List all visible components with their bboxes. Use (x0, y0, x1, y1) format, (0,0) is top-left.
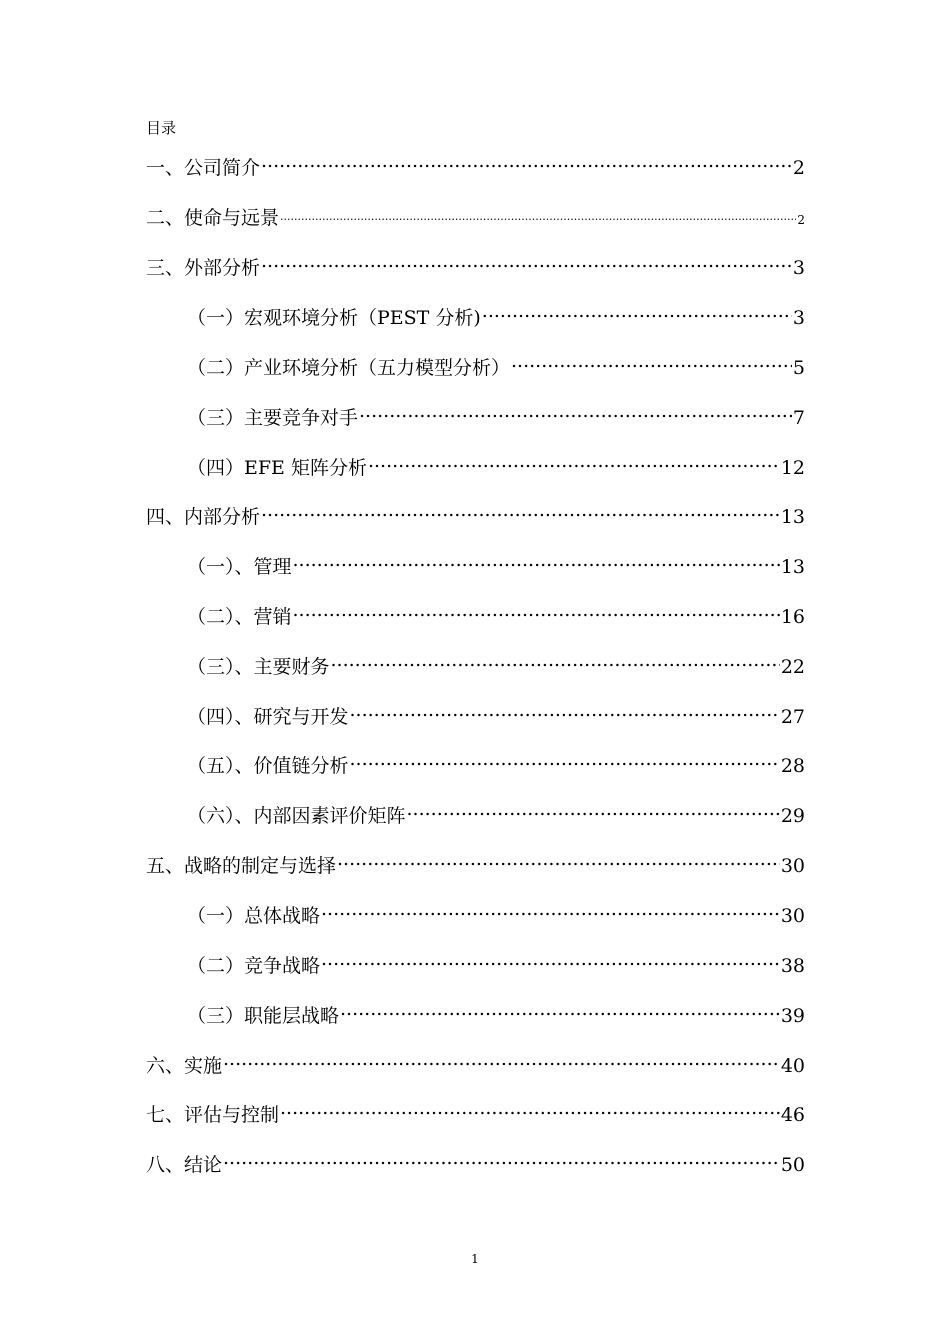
toc-entry-page: 13 (780, 556, 805, 578)
toc-entry-page: 28 (780, 755, 805, 777)
toc-entry[interactable] (187, 996, 805, 1029)
toc-entry-label: 七、评估与控制 (146, 1104, 280, 1126)
toc-entry[interactable] (187, 647, 805, 680)
toc-entry-page: 38 (780, 955, 805, 977)
toc-leader-dots (337, 846, 780, 872)
toc-leader-dots (223, 1145, 780, 1171)
toc-entry-label: （三）、主要财务 (187, 656, 330, 678)
toc-entry-page: 3 (792, 257, 805, 279)
toc-leader-dots (482, 298, 792, 324)
toc-leader-dots (223, 1046, 780, 1072)
toc-entry[interactable] (187, 697, 805, 730)
toc-entry-label: （四）EFE 矩阵分析 (187, 457, 367, 479)
toc-entry-label: （一）总体战略 (187, 905, 321, 927)
toc-leader-dots (280, 1095, 780, 1121)
toc-leader-dots (368, 448, 780, 474)
toc-entry-page: 12 (780, 457, 805, 479)
toc-leader-dots (359, 398, 792, 424)
toc-entry[interactable] (187, 796, 805, 829)
toc-entry[interactable] (187, 398, 805, 431)
toc-leader-dots (511, 348, 792, 374)
toc-entry-label: （六）、内部因素评价矩阵 (187, 805, 406, 827)
toc-entry-label: （四）、研究与开发 (187, 706, 349, 728)
toc-entry[interactable] (146, 148, 805, 181)
toc-entry[interactable] (187, 298, 805, 331)
toc-leader-dots (261, 497, 780, 523)
toc-leader-dots (407, 796, 780, 822)
toc-entry-page: 2 (797, 213, 805, 227)
toc-entry[interactable] (146, 1046, 805, 1079)
toc-leader-dots (293, 597, 780, 623)
toc-entry[interactable] (187, 746, 805, 779)
toc-heading: 目录 (146, 119, 177, 137)
toc-entry-label: 四、内部分析 (146, 506, 261, 528)
toc-entry-page: 39 (780, 1005, 805, 1027)
toc-entry-label: 五、战略的制定与选择 (146, 855, 337, 877)
toc-entry-page: 7 (792, 407, 805, 429)
toc-entry-page: 29 (780, 805, 805, 827)
toc-leader-dots (280, 198, 796, 224)
toc-entry-label: （二）产业环境分析（五力模型分析） (187, 357, 511, 379)
toc-entry[interactable] (146, 497, 805, 530)
toc-leader-dots (340, 996, 780, 1022)
toc-leader-dots (331, 647, 780, 673)
toc-leader-dots (261, 148, 792, 174)
toc-entry[interactable] (146, 1095, 805, 1128)
toc-entry-page: 30 (780, 905, 805, 927)
toc-entry[interactable] (146, 1145, 805, 1178)
toc-entry-page: 27 (780, 706, 805, 728)
toc-entry[interactable] (187, 448, 805, 481)
toc-entry-label: （二）、营销 (187, 606, 292, 628)
toc-entry[interactable] (187, 896, 805, 929)
toc-entry[interactable] (146, 248, 805, 281)
toc-entry-label: 一、公司简介 (146, 157, 261, 179)
toc-entry-label: （一）、管理 (187, 556, 292, 578)
toc-leader-dots (293, 547, 780, 573)
toc-entry-page: 46 (780, 1104, 805, 1126)
toc-entry-label: 八、结论 (146, 1154, 223, 1176)
toc-entry-label: （五）、价值链分析 (187, 755, 349, 777)
toc-entry-page: 2 (792, 157, 805, 179)
toc-leader-dots (350, 746, 780, 772)
toc-entry[interactable] (187, 348, 805, 381)
toc-entry-page: 3 (792, 307, 805, 329)
toc-entry-label: （一）宏观环境分析（PEST 分析) (187, 307, 481, 329)
toc-entry[interactable] (187, 547, 805, 580)
toc-entry-page: 50 (780, 1154, 805, 1176)
toc-entry-label: （三）职能层战略 (187, 1005, 340, 1027)
toc-leader-dots (321, 896, 780, 922)
toc-entry[interactable] (187, 597, 805, 630)
toc-entry-label: （二）竞争战略 (187, 955, 321, 977)
toc-entry-label: （三）主要竞争对手 (187, 407, 359, 429)
toc-entry-label: 三、外部分析 (146, 257, 261, 279)
toc-entry[interactable] (187, 946, 805, 979)
toc-leader-dots (261, 248, 792, 274)
toc-entry-label: 六、实施 (146, 1055, 223, 1077)
toc-entry-page: 40 (780, 1055, 805, 1077)
toc-entry-page: 30 (780, 855, 805, 877)
toc-leader-dots (350, 697, 780, 723)
toc-entry-page: 16 (780, 606, 805, 628)
page-number: 1 (471, 1252, 479, 1266)
toc-entry-page: 5 (792, 357, 805, 379)
toc-entry-page: 22 (780, 656, 805, 678)
toc-entry-label: 二、使命与远景 (146, 207, 280, 229)
toc-entry[interactable] (146, 198, 805, 233)
toc-entry-page: 13 (780, 506, 805, 528)
toc-entry[interactable] (146, 846, 805, 879)
toc-leader-dots (321, 946, 780, 972)
